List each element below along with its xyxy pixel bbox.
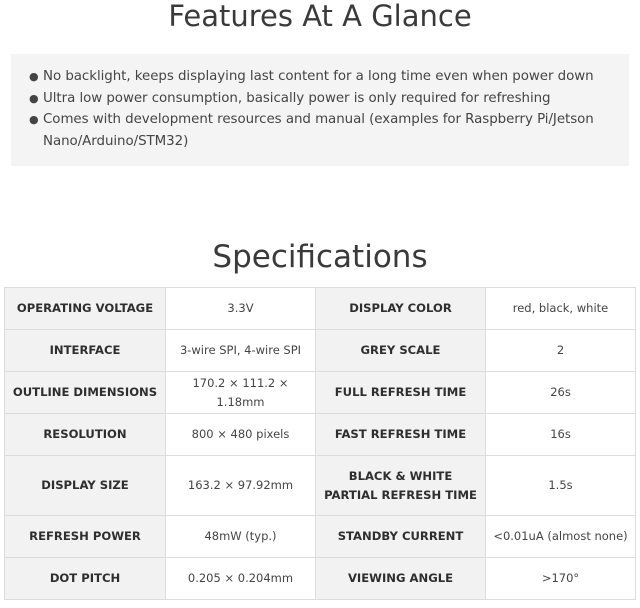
spec-label: VIEWING ANGLE <box>316 558 486 600</box>
spec-label: RESOLUTION <box>5 414 166 456</box>
features-list-box <box>11 54 629 166</box>
spec-label: REFRESH POWER <box>5 516 166 558</box>
spec-value: 3-wire SPI, 4-wire SPI <box>166 330 316 372</box>
feature-item <box>29 66 619 88</box>
feature-text: Comes with development resources and manual (examples for Raspberry Pi/Jetson Nano/Arduino/STM32) <box>43 112 594 149</box>
spec-value: 0.205 × 0.204mm <box>166 558 316 600</box>
spec-label: GREY SCALE <box>316 330 486 372</box>
spec-value: 163.2 × 97.92mm <box>166 456 316 516</box>
specifications-table <box>4 287 636 600</box>
spec-value: 800 × 480 pixels <box>166 414 316 456</box>
spec-label: DOT PITCH <box>5 558 166 600</box>
feature-item <box>29 88 619 110</box>
spec-value: 3.3V <box>166 288 316 330</box>
spec-label: FULL REFRESH TIME <box>316 372 486 414</box>
spec-value: 16s <box>486 414 636 456</box>
spec-label: INTERFACE <box>5 330 166 372</box>
table-row <box>5 330 636 372</box>
spec-value: 1.5s <box>486 456 636 516</box>
specifications-heading: Specifications <box>212 239 428 275</box>
spec-value: red, black, white <box>486 288 636 330</box>
table-row <box>5 372 636 414</box>
spec-label: OPERATING VOLTAGE <box>5 288 166 330</box>
bullet-icon: ● <box>29 91 39 105</box>
spec-label: STANDBY CURRENT <box>316 516 486 558</box>
spec-value: 48mW (typ.) <box>166 516 316 558</box>
feature-text: No backlight, keeps displaying last content for a long time even when power down <box>43 69 594 84</box>
spec-value: 2 <box>486 330 636 372</box>
spec-label <box>316 456 486 516</box>
feature-text: Ultra low power consumption, basically power is only required for refreshing <box>43 90 551 106</box>
spec-label-line: BLACK & WHITE <box>348 468 453 483</box>
spec-label: OUTLINE DIMENSIONS <box>5 372 166 414</box>
bullet-icon: ● <box>29 113 39 126</box>
spec-label: DISPLAY COLOR <box>316 288 486 330</box>
feature-item <box>29 109 619 152</box>
spec-label: FAST REFRESH TIME <box>316 414 486 456</box>
spec-label: DISPLAY SIZE <box>5 456 166 516</box>
spec-value: <0.01uA (almost none) <box>486 516 636 558</box>
spec-value: 26s <box>486 372 636 414</box>
table-row <box>5 558 636 600</box>
spec-value: 170.2 × 111.2 × 1.18mm <box>166 372 316 414</box>
table-row <box>5 414 636 456</box>
table-row <box>5 288 636 330</box>
features-list <box>29 66 619 152</box>
spec-value: >170° <box>486 558 636 600</box>
features-heading: Features At A Glance <box>168 0 472 33</box>
bullet-icon: ● <box>29 70 39 83</box>
table-row <box>5 456 636 516</box>
table-row <box>5 516 636 558</box>
spec-label-line: PARTIAL REFRESH TIME <box>324 487 477 502</box>
